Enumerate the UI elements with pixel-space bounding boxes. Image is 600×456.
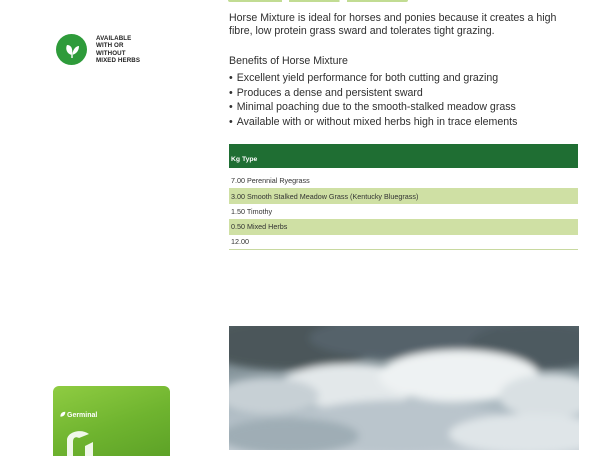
leaf-icon (56, 34, 87, 65)
badge-line: AVAILABLE (96, 35, 132, 43)
seed-package-image (53, 386, 170, 456)
herbs-availability-badge (56, 34, 166, 65)
badge-line: WITHOUT (96, 49, 126, 57)
benefits-section (229, 55, 589, 129)
table-row: 1.50 Timothy (231, 206, 273, 216)
benefit-item: • Minimal poaching due to the smooth-stalked meadow grass (229, 100, 589, 115)
leaf-icon (59, 411, 66, 418)
benefit-item: • Available with or without mixed herbs high in trace elements (229, 115, 589, 130)
table-row: 7.00 Perennial Ryegrass (231, 176, 310, 186)
intro-paragraph: Horse Mixture is ideal for horses and ponies because it creates a high fibre, low protein grass sward and tolerates tight grazing. (229, 12, 557, 37)
table-header: Kg Type (229, 144, 578, 168)
badge-label (96, 35, 166, 64)
table-row: 0.50 Mixed Herbs (229, 219, 578, 234)
table-row: 3.00 Smooth Stalked Meadow Grass (Kentucky Bluegrass) (229, 188, 578, 203)
benefit-item: • Excellent yield performance for both cutting and grazing (229, 71, 589, 86)
badge-line: WITH OR (96, 42, 124, 50)
badge-line: MIXED HERBS (96, 56, 141, 64)
seed-mix-table (229, 144, 578, 250)
cloudy-sky-photo (229, 326, 579, 450)
table-total-row: 12.00 (229, 235, 578, 250)
benefits-list (229, 71, 589, 129)
package-brand: Germinal (67, 412, 98, 419)
cropped-heading-fragment (228, 0, 408, 2)
package-logo-icon (59, 426, 109, 456)
benefit-item: • Produces a dense and persistent sward (229, 86, 589, 101)
benefits-title: Benefits of Horse Mixture (229, 55, 348, 67)
